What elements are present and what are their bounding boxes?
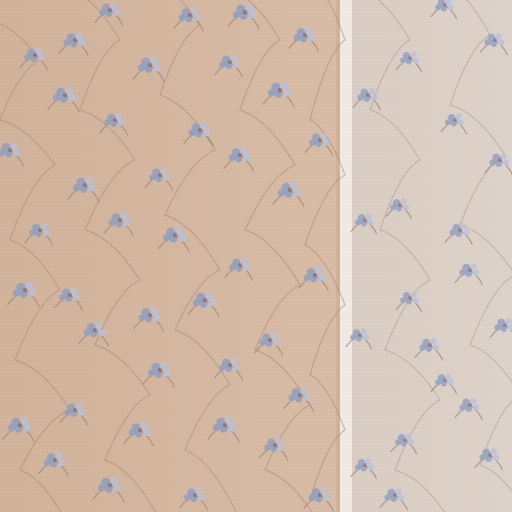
flower-petal-icon (78, 409, 85, 416)
flower-petal-icon (458, 119, 464, 125)
flower-petal-icon (498, 39, 504, 45)
flower-petal-icon (503, 159, 509, 165)
flower-petal-icon (104, 119, 111, 126)
flower-petal-icon (43, 229, 50, 236)
flower-center-icon (108, 8, 112, 12)
flower-center-icon (298, 393, 302, 397)
flower-petal-icon (53, 94, 60, 101)
flower-petal-icon (191, 8, 198, 15)
flower-center-icon (366, 93, 370, 97)
flower-petal-icon (360, 329, 366, 335)
flower-petal-icon (321, 488, 328, 495)
flower-petal-icon (304, 274, 311, 281)
flower-petal-icon (163, 369, 170, 376)
flower-petal-icon (494, 324, 500, 330)
flower-petal-icon (276, 438, 283, 445)
flower-petal-icon (400, 57, 406, 63)
flower-petal-icon (151, 57, 158, 64)
flower-petal-icon (449, 229, 455, 235)
flower-petal-icon (88, 184, 95, 191)
flower-petal-icon (228, 424, 235, 431)
flower-petal-icon (413, 57, 419, 63)
flower-petal-icon (403, 204, 409, 210)
flower-center-icon (138, 428, 142, 432)
flower-petal-icon (316, 268, 323, 275)
flower-petal-icon (435, 4, 441, 10)
flower-petal-icon (161, 168, 168, 175)
flower-petal-icon (408, 439, 414, 445)
flower-petal-icon (289, 394, 296, 401)
flower-petal-icon (161, 362, 168, 369)
flower-petal-icon (318, 274, 325, 281)
flower-petal-icon (36, 48, 43, 55)
flower-center-icon (453, 118, 457, 122)
flower-petal-icon (413, 297, 419, 303)
flower-petal-icon (448, 4, 454, 10)
flower-center-icon (458, 228, 462, 232)
flower-petal-icon (231, 55, 238, 62)
flower-center-icon (278, 88, 283, 93)
flower-petal-icon (355, 219, 361, 225)
flower-petal-icon (143, 429, 150, 436)
flower-petal-icon (371, 94, 377, 100)
flower-center-icon (198, 128, 202, 132)
flower-center-icon (318, 493, 322, 497)
flower-petal-icon (163, 234, 170, 241)
flower-petal-icon (460, 223, 466, 229)
flower-petal-icon (118, 119, 125, 126)
flower-petal-icon (96, 323, 103, 330)
flower-petal-icon (309, 494, 316, 501)
flower-center-icon (498, 158, 502, 162)
flower-center-icon (158, 173, 162, 177)
flower-petal-icon (303, 394, 310, 401)
flower-center-icon (228, 60, 232, 64)
flower-petal-icon (138, 64, 145, 71)
flower-petal-icon (405, 434, 411, 440)
flower-center-icon (273, 443, 277, 447)
flower-center-icon (23, 288, 28, 293)
flower-petal-icon (233, 364, 240, 371)
flower-center-icon (398, 203, 402, 207)
flower-petal-icon (21, 417, 28, 424)
flower-petal-icon (410, 292, 416, 298)
flower-petal-icon (13, 149, 20, 156)
flower-petal-icon (293, 189, 300, 196)
flower-center-icon (428, 343, 432, 347)
flower-petal-icon (384, 494, 390, 500)
flower-petal-icon (13, 289, 20, 296)
flower-petal-icon (193, 14, 200, 21)
flower-center-icon (443, 3, 447, 7)
flower-petal-icon (111, 477, 118, 484)
flower-petal-icon (283, 89, 290, 96)
flower-center-icon (318, 138, 322, 142)
flower-petal-icon (208, 299, 215, 306)
flower-petal-icon (153, 314, 160, 321)
flower-center-icon (358, 333, 362, 337)
flower-petal-icon (98, 484, 105, 491)
flower-petal-icon (229, 264, 236, 271)
flower-petal-icon (273, 339, 280, 346)
flower-petal-icon (321, 133, 328, 140)
flower-center-icon (493, 38, 497, 42)
flower-petal-icon (363, 334, 369, 340)
flower-center-icon (73, 38, 77, 42)
flower-petal-icon (419, 344, 425, 350)
flower-petal-icon (490, 448, 496, 454)
flower-petal-icon (368, 88, 374, 94)
flower-petal-icon (84, 329, 91, 336)
flower-petal-icon (86, 177, 93, 184)
flower-petal-icon (264, 444, 271, 451)
flower-petal-icon (179, 14, 186, 21)
flower-petal-icon (196, 488, 203, 495)
flower-petal-icon (58, 459, 65, 466)
flower-petal-icon (479, 454, 485, 460)
flower-center-icon (158, 368, 163, 373)
flower-petal-icon (271, 333, 278, 340)
flower-petal-icon (430, 338, 436, 344)
flower-center-icon (488, 453, 492, 457)
flower-center-icon (148, 63, 153, 68)
flower-petal-icon (309, 139, 316, 146)
flower-petal-icon (73, 184, 80, 191)
flower-petal-icon (113, 484, 120, 491)
flower-center-icon (53, 458, 57, 462)
flower-petal-icon (445, 374, 451, 380)
flower-petal-icon (203, 129, 210, 136)
flower-center-icon (8, 148, 12, 152)
flower-petal-icon (248, 11, 255, 18)
flower-center-icon (108, 483, 113, 488)
flower-petal-icon (489, 159, 495, 165)
flower-petal-icon (231, 358, 238, 365)
flower-center-icon (408, 296, 412, 300)
flower-center-icon (238, 263, 242, 267)
flower-petal-icon (141, 423, 148, 430)
flower-petal-icon (198, 494, 205, 501)
flower-petal-icon (470, 263, 476, 269)
flower-petal-icon (308, 34, 315, 41)
corner-highlight (340, 0, 352, 512)
flower-petal-icon (281, 82, 288, 89)
flower-petal-icon (163, 174, 170, 181)
flower-petal-icon (395, 439, 401, 445)
flower-petal-icon (368, 219, 374, 225)
flower-petal-icon (470, 398, 476, 404)
flower-petal-icon (357, 94, 363, 100)
flower-petal-icon (8, 424, 15, 431)
flower-petal-icon (459, 404, 465, 410)
flower-petal-icon (44, 459, 51, 466)
flower-center-icon (393, 493, 397, 497)
flower-petal-icon (500, 153, 506, 159)
flower-center-icon (113, 118, 117, 122)
flower-petal-icon (400, 199, 406, 205)
flower-petal-icon (178, 234, 185, 241)
flower-center-icon (83, 183, 88, 188)
flower-center-icon (148, 313, 152, 317)
flower-petal-icon (365, 459, 371, 465)
flower-petal-icon (294, 34, 301, 41)
flower-petal-icon (395, 488, 401, 494)
flower-petal-icon (113, 9, 120, 16)
flower-petal-icon (206, 292, 213, 299)
flower-center-icon (468, 403, 472, 407)
flower-petal-icon (495, 33, 501, 39)
flower-petal-icon (233, 61, 240, 68)
flower-petal-icon (153, 64, 160, 71)
flower-petal-icon (350, 334, 356, 340)
flower-petal-icon (473, 404, 479, 410)
flower-petal-icon (448, 379, 454, 385)
flower-petal-icon (455, 114, 461, 120)
flower-petal-icon (24, 54, 31, 61)
flower-center-icon (33, 53, 37, 57)
flower-petal-icon (278, 189, 285, 196)
flower-petal-icon (390, 204, 396, 210)
flower-center-icon (173, 233, 178, 238)
flower-petal-icon (148, 369, 155, 376)
flower-center-icon (303, 33, 307, 37)
flower-petal-icon (355, 464, 361, 470)
flower-petal-icon (505, 318, 511, 324)
flower-petal-icon (463, 229, 469, 235)
flower-petal-icon (26, 282, 33, 289)
flower-petal-icon (459, 269, 465, 275)
flower-center-icon (313, 273, 317, 277)
flower-center-icon (203, 298, 208, 303)
flower-center-icon (73, 408, 77, 412)
flower-petal-icon (29, 229, 36, 236)
flower-petal-icon (99, 9, 106, 16)
flower-petal-icon (193, 299, 200, 306)
flower-petal-icon (78, 39, 85, 46)
flower-petal-icon (201, 123, 208, 130)
flower-petal-icon (259, 339, 266, 346)
flower-petal-icon (38, 54, 45, 61)
flower-petal-icon (435, 379, 441, 385)
flower-petal-icon (56, 453, 63, 460)
flower-petal-icon (410, 52, 416, 58)
flower-petal-icon (233, 11, 240, 18)
flower-petal-icon (291, 182, 298, 189)
flower-petal-icon (11, 143, 18, 150)
flower-petal-icon (226, 417, 233, 424)
flower-petal-icon (445, 119, 451, 125)
flower-petal-icon (41, 223, 48, 230)
flower-petal-icon (243, 154, 250, 161)
flower-petal-icon (473, 269, 479, 275)
flower-petal-icon (213, 424, 220, 431)
flower-petal-icon (229, 154, 236, 161)
flower-petal-icon (23, 424, 30, 431)
flower-petal-icon (398, 494, 404, 500)
flower-petal-icon (241, 258, 248, 265)
flower-petal-icon (268, 89, 275, 96)
flower-center-icon (403, 438, 407, 442)
flower-center-icon (38, 228, 42, 232)
flower-center-icon (18, 423, 23, 428)
flower-petal-icon (73, 294, 80, 301)
flower-center-icon (238, 153, 242, 157)
flower-center-icon (408, 56, 412, 60)
flower-center-icon (268, 338, 272, 342)
flower-center-icon (503, 323, 507, 327)
flower-center-icon (288, 188, 293, 193)
flower-center-icon (223, 423, 228, 428)
flower-petal-icon (151, 308, 158, 315)
flower-petal-icon (109, 219, 116, 226)
flower-petal-icon (306, 28, 313, 35)
flower-center-icon (363, 463, 367, 467)
flower-petal-icon (64, 409, 71, 416)
flower-petal-icon (129, 429, 136, 436)
flower-petal-icon (111, 3, 118, 10)
flower-center-icon (468, 268, 472, 272)
flower-petal-icon (116, 113, 123, 120)
flower-petal-icon (71, 288, 78, 295)
flower-petal-icon (189, 129, 196, 136)
flower-petal-icon (433, 344, 439, 350)
flower-petal-icon (76, 33, 83, 40)
flower-center-icon (63, 93, 68, 98)
flower-petal-icon (219, 61, 226, 68)
flower-petal-icon (278, 444, 285, 451)
flower-petal-icon (301, 388, 308, 395)
flower-petal-icon (68, 94, 75, 101)
flower-petal-icon (176, 227, 183, 234)
flower-center-icon (93, 328, 97, 332)
flower-petal-icon (139, 314, 146, 321)
flower-center-icon (188, 13, 192, 17)
flower-petal-icon (184, 494, 191, 501)
flower-petal-icon (493, 454, 499, 460)
flower-petal-icon (28, 289, 35, 296)
flower-center-icon (68, 293, 72, 297)
right-wall-panel (340, 0, 512, 512)
flower-petal-icon (64, 39, 71, 46)
flower-center-icon (118, 218, 122, 222)
flower-petal-icon (246, 4, 253, 11)
flower-petal-icon (219, 364, 226, 371)
flower-center-icon (443, 378, 447, 382)
flower-petal-icon (323, 494, 330, 501)
flower-petal-icon (484, 39, 490, 45)
flower-center-icon (228, 363, 232, 367)
flower-petal-icon (66, 87, 73, 94)
flower-center-icon (243, 10, 248, 15)
flower-petal-icon (123, 219, 130, 226)
flower-petal-icon (121, 213, 128, 220)
flower-petal-icon (59, 294, 66, 301)
flower-petal-icon (365, 214, 371, 220)
flower-center-icon (363, 218, 367, 222)
flower-petal-icon (76, 403, 83, 410)
flower-center-icon (193, 493, 197, 497)
flower-petal-icon (241, 148, 248, 155)
flower-petal-icon (243, 264, 250, 271)
flower-petal-icon (149, 174, 156, 181)
flower-petal-icon (400, 297, 406, 303)
flower-petal-icon (368, 464, 374, 470)
flower-petal-icon (98, 329, 105, 336)
flower-petal-icon (323, 139, 330, 146)
